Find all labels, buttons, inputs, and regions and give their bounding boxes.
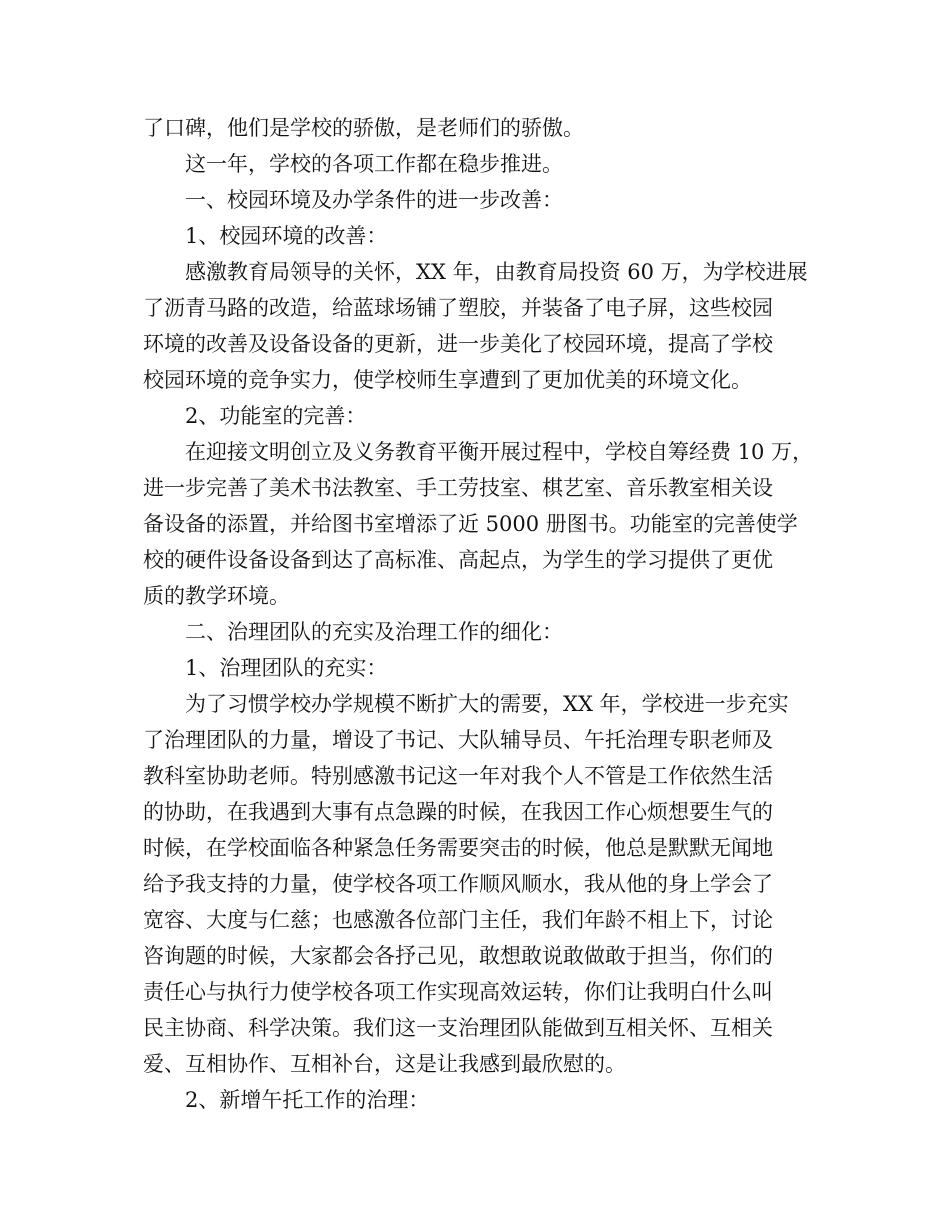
subsection-heading: 1、治理团队的充实： [185,656,388,680]
text-line: 了沥青马路的改造，给蓝球场铺了塑胶，并装备了电子屏，这些校园 [143,296,773,320]
text-line: 在迎接文明创立及义务教育平衡开展过程中，学校自筹经费 10 万， [185,440,814,464]
text-line: 教科室协助老师。特别感激书记这一年对我个人不管是工作依然生活 [143,764,773,788]
text-line: 给予我支持的力量，使学校各项工作顺风顺水，我从他的身上学会了 [143,872,773,896]
text-line: 了治理团队的力量，增设了书记、大队辅导员、午托治理专职老师及 [143,728,773,752]
text-line: 备设备的添置，并给图书室增添了近 5000 册图书。功能室的完善使学 [143,512,798,536]
text-line: 时候，在学校面临各种紧急任务需要突击的时候，他总是默默无闻地 [143,836,773,860]
text-line: 这一年，学校的各项工作都在稳步推进。 [185,152,563,176]
text-line: 了口碑，他们是学校的骄傲，是老师们的骄傲。 [143,116,584,140]
text-line: 进一步完善了美术书法教室、手工劳技室、棋艺室、音乐教室相关设 [143,476,773,500]
text-line: 爱、互相协作、互相补台，这是让我感到最欣慰的。 [143,1052,626,1076]
subsection-heading: 1、校园环境的改善： [185,224,388,248]
text-line: 感激教育局领导的关怀，XX 年，由教育局投资 60 万，为学校进展 [185,260,808,284]
text-line: 校的硬件设备设备到达了高标准、高起点，为学生的学习提供了更优 [143,548,773,572]
subsection-heading: 2、新增午托工作的治理： [185,1088,430,1112]
text-line: 责任心与执行力使学校各项工作实现高效运转，你们让我明白什么叫 [143,980,773,1004]
text-line: 咨询题的时候，大家都会各抒己见，敢想敢说敢做敢于担当，你们的 [143,944,773,968]
document-body [143,110,823,1118]
section-heading: 二、治理团队的充实及治理工作的细化： [185,620,563,644]
text-line: 的协助，在我遇到大事有点急躁的时候，在我因工作心烦想要生气的 [143,800,773,824]
text-line: 为了习惯学校办学规模不断扩大的需要，XX 年，学校进一步充实 [185,692,789,716]
text-line: 宽容、大度与仁慈；也感激各位部门主任，我们年龄不相上下，讨论 [143,908,773,932]
text-line: 质的教学环境。 [143,584,290,608]
text-line: 民主协商、科学决策。我们这一支治理团队能做到互相关怀、互相关 [143,1016,773,1040]
section-heading: 一、校园环境及办学条件的进一步改善： [185,188,563,212]
text-line: 校园环境的竞争实力，使学校师生享遭到了更加优美的环境文化。 [143,368,752,392]
text-line: 环境的改善及设备设备的更新，进一步美化了校园环境，提高了学校 [143,332,773,356]
subsection-heading: 2、功能室的完善： [185,404,367,428]
